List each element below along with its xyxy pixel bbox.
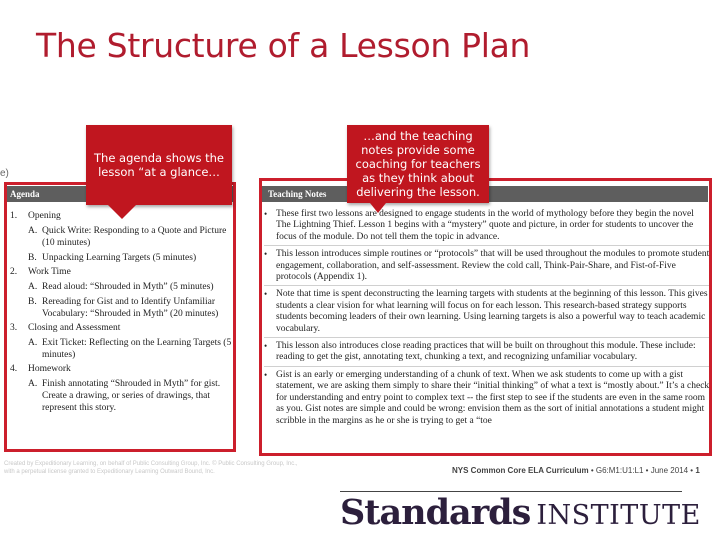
slide-title: The Structure of a Lesson Plan — [36, 26, 531, 65]
agenda-subitem: A. Quick Write: Responding to a Quote and Picture (10 minutes) — [28, 226, 227, 248]
agenda-subitem: B. Unpacking Learning Targets (5 minutes) — [28, 253, 197, 263]
bullet-icon: • — [264, 209, 268, 219]
teaching-note: • Gist is an early or emerging understanding of a chunk of text. When we ask students to come up with a gist statement, we are asking them simply to share their “initial thinking” of what a text is “mostly about.” It’s a check for understanding and entry point to complex text -- the first step to see if the students are even in the same room as you. Gist notes are simple and could be wrong: envision them as the sort of initial annotations a student might scribble in the margins as he or she is trying to get a “toe — [264, 369, 710, 426]
agenda-callout-pointer — [106, 203, 138, 219]
bullet-icon: • — [264, 289, 268, 300]
agenda-subitem: A. Exit Ticket: Reflecting on the Learning Targets (5 minutes) — [28, 338, 232, 360]
agenda-highlight-box — [4, 182, 236, 452]
agenda-subitem: A. Finish annotating “Shrouded in Myth” for gist. Create a drawing, or series of drawings, that represent this story. — [28, 379, 221, 413]
bullet-icon: • — [264, 341, 268, 352]
lesson-code: G6:M1:U1:L1 — [595, 466, 644, 475]
bullet-icon: • — [264, 249, 268, 260]
teaching-notes-callout-pointer — [370, 203, 386, 213]
agenda-item: 1. Opening — [10, 211, 61, 221]
teaching-note: • Note that time is spent deconstructing the learning targets with students at the beginning of this lesson. This gives students a clear vision for what learning will focus on for each lesson. This research-based strategy supports students becoming leaders of their own learning. Using learning targets is also a powerful way to teach academic vocabulary. — [264, 288, 710, 338]
agenda-item: 3. Closing and Assessment — [10, 323, 121, 333]
bullet-icon: • — [264, 369, 268, 380]
agenda-item: 2. Work Time — [10, 267, 71, 277]
agenda-subitem: A. Read aloud: “Shrouded in Myth” (5 minutes) — [28, 282, 214, 292]
teaching-notes-header: Teaching Notes — [262, 186, 708, 202]
teaching-notes-callout: …and the teaching notes provide some coaching for teachers as they think about delivering the lesson. — [347, 125, 489, 203]
copyright-footer: Created by Expeditionary Learning, on behalf of Public Consulting Group, Inc. © Public Consulting Group, Inc., with a perpetual license granted to Expeditionary Learning Outward Bound, Inc. — [4, 461, 298, 475]
page-number: 1 — [695, 466, 700, 475]
agenda-header: Agenda — [4, 186, 236, 202]
teaching-notes-highlight-box — [259, 178, 712, 456]
agenda-subitem: B. Rereading for Gist and to Identify Unfamiliar Vocabulary: “Shrouded in Myth” (20 minutes) — [28, 297, 219, 319]
teaching-note: • These first two lessons are designed to engage students in the world of mythology before they begin the novel The Lightning Thief. Lesson 1 begins with a “mystery” quote and picture, in order for students to uncover the focus of the module. Do not tell them the topic in advance. — [264, 208, 710, 246]
edge-mark: e) — [0, 168, 9, 179]
standards-institute-logo: Standards INSTITUTE — [340, 492, 701, 533]
teaching-note: • This lesson introduces simple routines or “protocols” that will be used throughout the modules to promote student engagement, collaboration, and self-assessment. Review the cold call, Think-Pair-Share, and Fist-of-Five protocols (Appendix 1). — [264, 248, 710, 286]
curriculum-footer: NYS Common Core ELA Curriculum • G6:M1:U1:L1 • June 2014 • 1 — [452, 466, 700, 475]
agenda-callout: The agenda shows the lesson “at a glance… — [86, 125, 232, 205]
agenda-item: 4. Homework — [10, 364, 71, 374]
teaching-note: • This lesson also introduces close reading practices that will be built on throughout this module. These include: reading to get the gist, annotating text, chunking a text, and recognizing unfamiliar vocabulary. — [264, 340, 710, 367]
